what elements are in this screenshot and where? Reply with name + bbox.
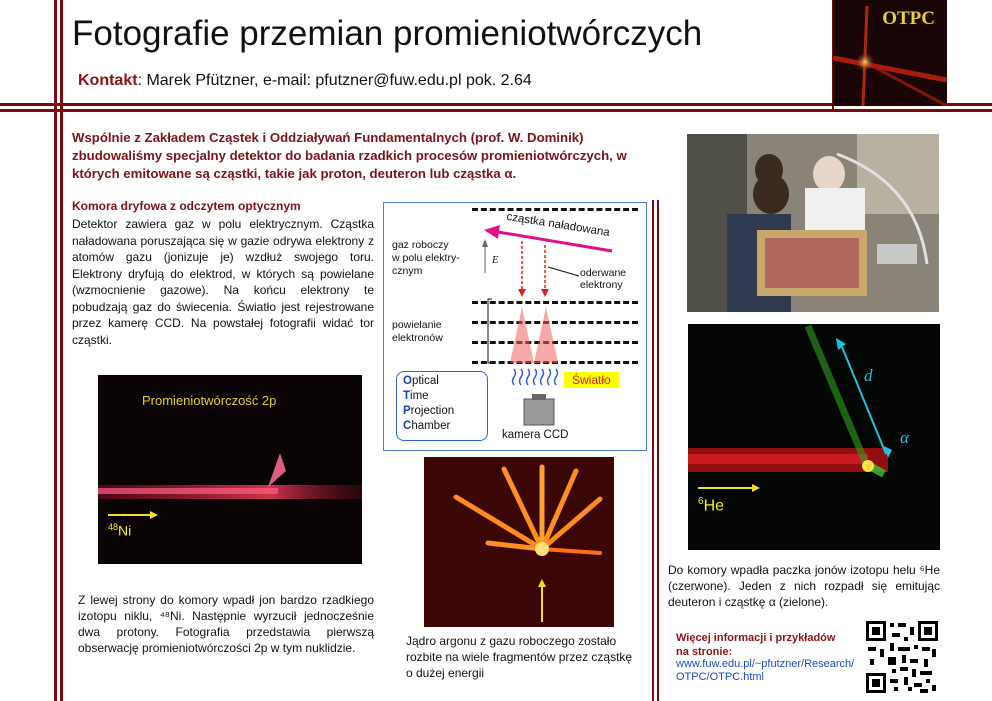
otpc-line-c	[403, 419, 481, 434]
section-body: Detektor zawiera gaz w polu elektrycznym. Cząstka naładowana poruszająca się w gazie odrywa elektrony z atomów gazu (jonizuje je) wzdłuż swojego toru. Elektrony dryfują do elektrod, w których są powielane (wzmocnienie gazowe). Na końcu elektrony te pobudzają gaz do świecenia. Światło jest rejestrowane przez kamerę CCD. Na powstałej fotografii widać tor cząstki.	[72, 217, 374, 347]
otpc-rest-p: rojection	[410, 405, 455, 417]
photo-argon	[424, 457, 614, 627]
otpc-initial-p: P	[403, 405, 411, 417]
more-info-title	[676, 631, 866, 659]
ni-mass: 48	[108, 522, 119, 532]
contact-text: : Marek Pfützner, e-mail: pfutzner@fuw.edu.pl pok. 2.64	[137, 72, 532, 89]
otpc-rest-o: ptical	[411, 375, 439, 387]
more-title-line-1: Więcej informacji i przykładów	[676, 632, 836, 644]
section-heading: Komora dryfowa z odczytem optycznym	[72, 199, 301, 213]
intro-paragraph: Wspólnie z Zakładem Cząstek i Oddziaływań Fundamentalnych (prof. W. Dominik) zbudowaliśmy specjalny detektor do badania rzadkich procesów promieniotwórczych, w których emitowane są cząstki, takie jak proton, deuteron lub cząstka α.	[72, 130, 627, 181]
contact-label: Kontakt	[78, 72, 138, 89]
2p-label: Promieniotwórczość 2p	[142, 393, 277, 408]
photo-2p-decay	[98, 375, 362, 564]
ni-symbol: Ni	[118, 522, 132, 539]
gas-label-1: gaz roboczy	[392, 239, 449, 251]
caption-he: Do komory wpadła paczka jonów izotopu helu ⁶He (czerwone). Jeden z nich rozpadł się emitując deuteron i cząstkę α (zielone).	[668, 563, 940, 609]
gas-label-2: w polu elektry-	[392, 252, 460, 264]
divider-mid	[652, 200, 654, 701]
link-line-2[interactable]: OTPC/OTPC.html	[676, 671, 765, 683]
he-mass: 6	[698, 496, 704, 507]
header-rule-2	[0, 109, 992, 112]
alpha-label: α	[900, 428, 909, 447]
gas-label-3: cznym	[392, 265, 423, 277]
particle-label: cząstka naładowana	[505, 210, 611, 240]
argon-star-image	[424, 457, 614, 627]
multiply-label-1: powielanie	[392, 319, 442, 331]
caption-argon: Jądro argonu z gazu roboczego zostało rozbite na wiele fragmentów przez cząstkę o dużej energii	[406, 634, 633, 680]
logo-text: OTPC	[882, 8, 935, 29]
camera-label: kamera CCD	[502, 429, 569, 441]
photo-he6	[688, 324, 940, 550]
he-isotope-label	[698, 496, 724, 515]
otpc-initial-t: T	[403, 390, 411, 402]
he-symbol: He	[703, 497, 725, 515]
otpc-logo	[833, 0, 947, 106]
contact-line	[78, 72, 532, 90]
otpc-legend	[396, 371, 488, 441]
caption-ni: Z lewej strony do komory wpadł jon bardzo rzadkiego izotopu niklu, ⁴⁸Ni. Następnie wyrzucił jednocześnie dwa protony. Fotografia przedstawia pierwszą obserwację promieniotwórczości 2p w tym nuklidzie.	[78, 593, 374, 655]
qr-code	[864, 619, 940, 695]
electrons-label-1: oderwane	[580, 267, 627, 279]
otpc-initial-o: O	[403, 375, 412, 387]
more-info-link[interactable]	[676, 658, 866, 684]
lab-scene-image	[687, 134, 939, 312]
electrons-label-2: elektrony	[580, 279, 623, 291]
d-label: d	[864, 366, 873, 385]
otpc-rest-c: hamber	[411, 420, 451, 432]
page-title: Fotografie przemian promieniotwórczych	[72, 14, 703, 53]
more-title-line-2: na stronie:	[676, 646, 733, 658]
qr-code-image	[864, 619, 940, 695]
link-line-1[interactable]: www.fuw.edu.pl/~pfutzner/Research/	[676, 658, 855, 670]
otpc-diagram	[383, 202, 647, 451]
otpc-line-t	[403, 389, 481, 404]
otpc-rest-t: ime	[410, 390, 429, 402]
divider-mid-2	[657, 200, 659, 701]
ni-isotope-label	[108, 522, 131, 539]
light-label: Światło	[564, 372, 619, 388]
field-symbol: E	[492, 255, 499, 266]
multiply-label-2: elektronów	[392, 332, 443, 344]
otpc-line-p	[403, 404, 481, 419]
photo-lab	[687, 134, 939, 312]
otpc-initial-c: C	[403, 420, 412, 432]
otpc-line-o	[403, 374, 481, 389]
